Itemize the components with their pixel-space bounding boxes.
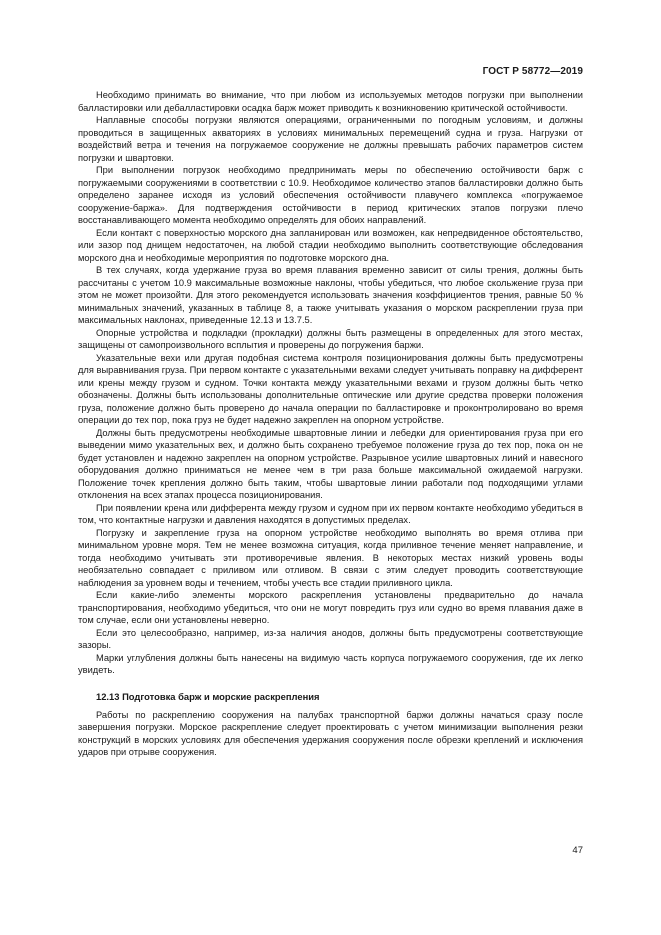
paragraph: Если контакт с поверхностью морского дна запланирован или возможен, как непредвиденное обстоятельство, или зазор под днищем недостаточен, на любой стадии необходимо выполнить соответствующие обследования морского дна и необходимые мероприятия по подготовке морского дна.: [78, 227, 583, 263]
paragraph: Необходимо принимать во внимание, что при любом из используемых методов погрузки при выполнении балластировки или дебалластировки осадка барж может приводить к возникновению критической остойчивости.: [78, 90, 583, 113]
document-body: [78, 89, 583, 759]
paragraph: При появлении крена или дифферента между грузом и судном при их первом контакте необходимо убедиться в том, что контактные нагрузки и давления находятся в допустимых пределах.: [78, 502, 583, 525]
section-heading: 12.13 Подготовка барж и морские раскрепления: [96, 690, 320, 702]
paragraph: В тех случаях, когда удержание груза во время плавания временно зависит от силы трения, должны быть рассчитаны с учетом 10.9 максимальные возможные наклоны, чтобы убедиться, что любое скольжение груза при этом не может произойти. Для этого рекомендуется использовать значения коэффициентов трения, равные 50 % минимальных значений, указанных в таблице 8, а также учитывать указания о морском раскреплении груза при максимальных наклонах, приведенные 12.13 и 13.7.5.: [78, 265, 583, 325]
paragraph: Опорные устройства и подкладки (прокладки) должны быть размещены в определенных для этого местах, защищены от самопроизвольного всплытия и проверены до погружения баржи.: [78, 327, 583, 350]
page-number: 47: [572, 845, 583, 856]
paragraph: Погрузку и закрепление груза на опорном устройстве необходимо выполнять во время отлива при минимальном уровне моря. Тем не менее возможна ситуация, когда приливное течение меняет направление, и тогда необходимо учитывать эти противоречивые явления. В некоторых местах низкий уровень воды необязательно совпадает с приливом или отливом. В связи с этим следует проводить соответствующие наблюдения за уровнем воды и течением, чтобы учесть все стадии приливного цикла.: [78, 527, 583, 588]
paragraph: Указательные вехи или другая подобная система контроля позиционирования должны быть предусмотрены для выравнивания груза. При первом контакте с указательными вехами следует учитывать поправку на дифферент или крены между грузом и судном. Точки контакта между указательными вехами и грузом должны быть четко обозначены. Должны быть использованы дополнительные оптические или другие средства проверки положения груза, положение должно быть проверено до начала операции по балластировке и проконтролировано во время операции до тех пор, пока груз не будет надежно закреплен на опорном устройстве.: [78, 352, 583, 425]
paragraph: Наплавные способы погрузки являются операциями, ограниченными по погодным условиям, и должны проводиться в защищенных акваториях в условиях минимальных перемещений судна и груза. Нагрузки от воздействий ветра и течения на погружаемое сооружение не должны превышать рабочих параметров систем погрузки и швартовки.: [78, 115, 583, 163]
document-standard-id: ГОСТ Р 58772—2019: [482, 66, 583, 77]
paragraph: При выполнении погрузок необходимо предпринимать меры по обеспечению остойчивости барж с погружаемыми сооружениями в соответствии с 10.9. Необходимое количество этапов балластировки должно быть определено заранее исходя из условий обеспечения остойчивости плавучего комплекса «погружаемое сооружение-баржа». Для подтверждения остойчивости в период критических этапов погрузки плечо восстанавливающего момента необходимо определять для обоих направлений.: [78, 165, 583, 225]
section-paragraph: Работы по раскреплению сооружения на палубах транспортной баржи должны начаться сразу после завершения погрузки. Морское раскрепление следует проектировать с учетом минимизации выполнения резки конструкций в морских условиях для обеспечения удержания сооружения после обрезки креплений и исключения ударов при отрыве сооружения.: [78, 709, 583, 757]
paragraph: Должны быть предусмотрены необходимые швартовные линии и лебедки для ориентирования груза при его выведении мимо указательных вех, и должно быть сохранено требуемое положение груза до тех пор, пока он не будет установлен и надежно закреплен на опорном устройстве. Разрывное усилие швартовных линий и навесного оборудования должно приниматься не менее чем в три раза больше максимальной ожидаемой нагрузки. Положение точек крепления должно быть таким, чтобы швартовые линии работали под подходящими углами отклонения на всех этапах процесса позиционирования.: [78, 427, 583, 500]
paragraph: Если это целесообразно, например, из-за наличия анодов, должны быть предусмотрены соответствующие зазоры.: [78, 627, 583, 650]
paragraph: Если какие-либо элементы морского раскрепления установлены предварительно до начала транспортирования, необходимо убедиться, что они не могут повредить груз или судно во время плавания даже в том случае, если они установлены неверно.: [78, 590, 583, 625]
paragraph: Марки углубления должны быть нанесены на видимую часть корпуса погружаемого сооружения, где их легко увидеть.: [78, 652, 583, 675]
